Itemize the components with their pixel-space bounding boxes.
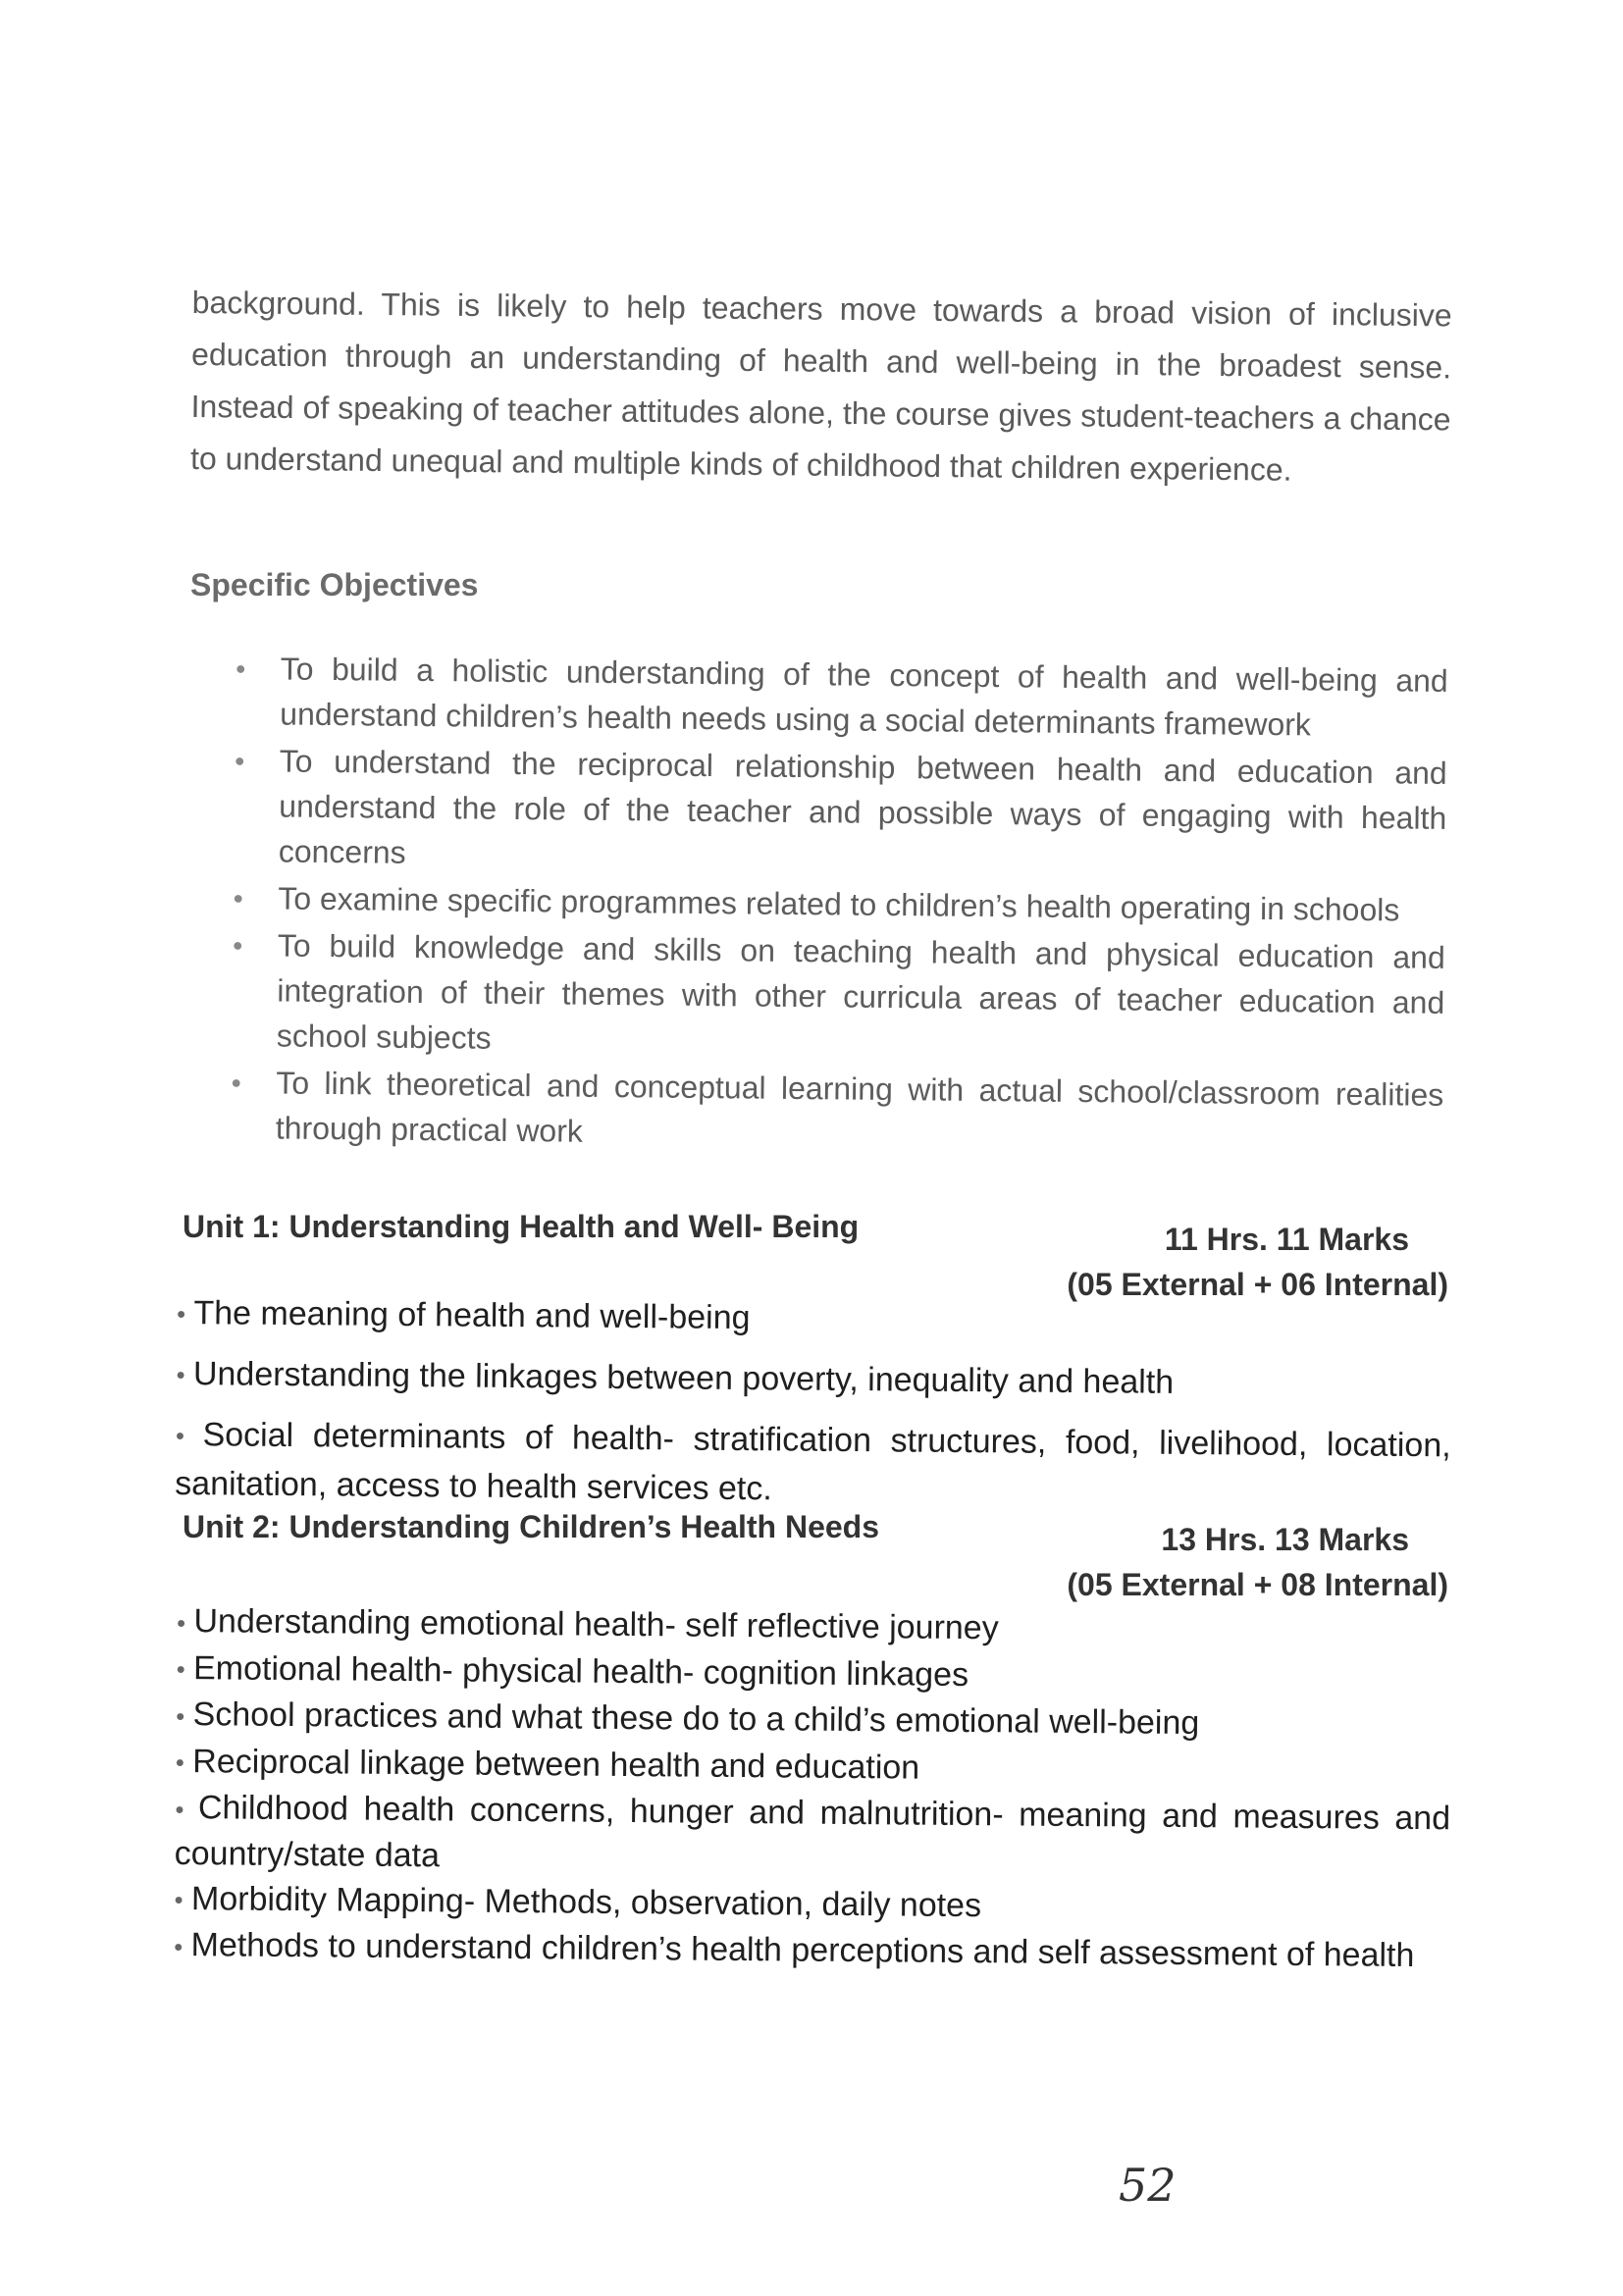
list-item: ● The meaning of health and well-being — [176, 1294, 751, 1337]
bullet-icon: ● — [176, 1614, 186, 1632]
unit-2-marks — [1067, 1517, 1448, 1607]
list-item: ● Morbidity Mapping- Methods, observation, daily notes — [174, 1879, 982, 1924]
objective-item: ● To build knowledge and skills on teaching health and physical education and integration of their themes with other curricula areas of teacher education and school subjects — [232, 922, 1445, 1070]
bullet-icon: ● — [175, 1707, 185, 1725]
bullet-icon: ● — [176, 1661, 186, 1679]
bullet-icon: ● — [174, 1892, 184, 1909]
unit-2-topics — [174, 1599, 1452, 1981]
intro-paragraph: background. This is likely to help teachers move towards a broad vision of inclusive education through an understanding of health and well-being in the broadest sense. Instead of speaking of teacher attitudes alone, the course gives student-teachers a chance to understand unequal and multiple kinds of childhood that children experience. — [189, 284, 1452, 488]
unit-1-marks — [1067, 1217, 1448, 1307]
bullet-icon: ● — [173, 1938, 183, 1956]
bullet-icon: ● — [175, 1800, 191, 1818]
list-item: ● Methods to understand children’s health perceptions and self assessment of health — [173, 1926, 1415, 1975]
unit-2-marks-split: (05 External + 08 Internal) — [1067, 1567, 1448, 1602]
objective-item: ● To link theoretical and conceptual learning with actual school/classroom realities through practical work — [231, 1060, 1444, 1163]
list-item: ● Understanding emotional health- self reflective journey — [176, 1602, 999, 1647]
unit-2-title: Unit 2: Understanding Children’s Health Needs — [183, 1509, 880, 1544]
unit-2-hours-marks: 13 Hrs. 13 Marks — [1161, 1522, 1409, 1557]
page-number: 52 — [1119, 2159, 1177, 2212]
objectives-list — [231, 646, 1448, 1165]
unit-1-topics — [175, 1289, 1452, 1530]
unit-2-header — [183, 1509, 1448, 1607]
bullet-icon: ● — [175, 1428, 195, 1445]
objective-item: ● To build a holistic understanding of the concept of health and well-being and understand children’s health needs using a social determinants framework — [235, 646, 1448, 749]
objective-item: ● To understand the reciprocal relationship between health and education and understand the role of the teacher and possible ways of engaging with health concerns — [234, 738, 1447, 886]
unit-1-title: Unit 1: Understanding Health and Well- Being — [183, 1209, 860, 1244]
list-item: ● Understanding the linkages between poverty, inequality and health — [176, 1355, 1175, 1401]
objectives-heading: Specific Objectives — [190, 567, 479, 602]
list-item: ● Emotional health- physical health- cognition linkages — [176, 1648, 969, 1694]
list-item: ● Childhood health concerns, hunger and malnutrition- meaning and measures and country/state data — [174, 1789, 1451, 1874]
bullet-icon: ● — [176, 1367, 185, 1384]
bullet-icon: ● — [176, 1306, 186, 1324]
list-item: ● Reciprocal linkage between health and education — [175, 1742, 920, 1787]
list-item: ● Social determinants of health- stratification structures, food, livelihood, location, sanitation, access to health services etc. — [175, 1416, 1451, 1508]
objective-item: ● To examine specific programmes related to children’s health operating in schools — [233, 875, 1445, 933]
bullet-icon: ● — [175, 1754, 185, 1772]
unit-1-marks-split: (05 External + 06 Internal) — [1067, 1267, 1448, 1302]
list-item: ● School practices and what these do to a child’s emotional well-being — [175, 1696, 1200, 1743]
unit-1-hours-marks: 11 Hrs. 11 Marks — [1164, 1222, 1409, 1257]
